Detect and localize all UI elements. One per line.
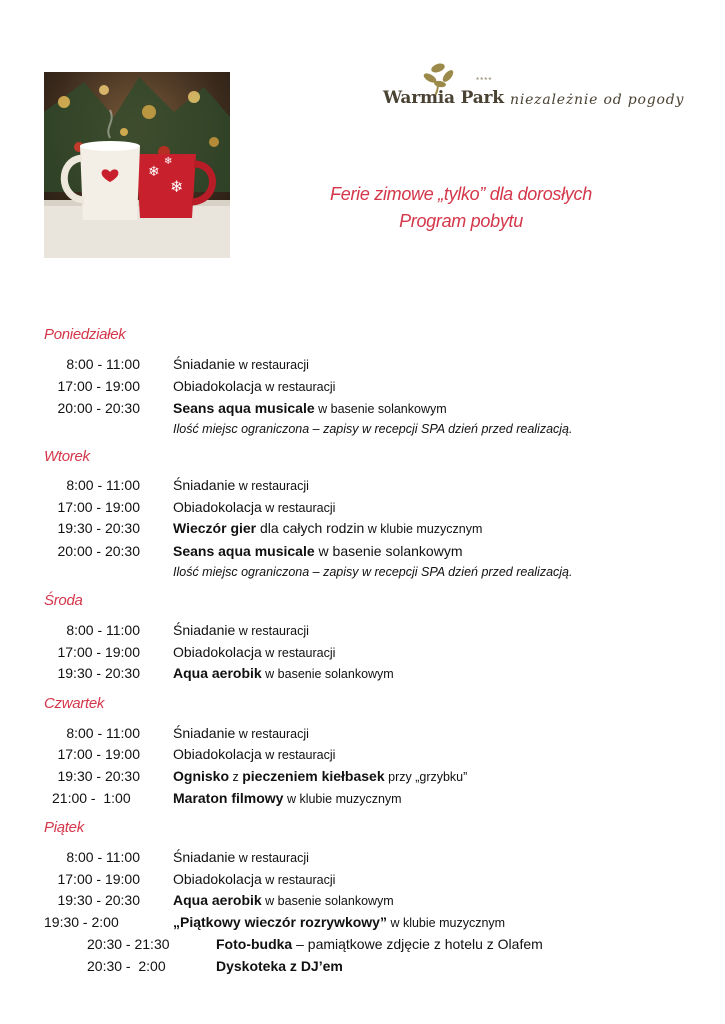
event: Śniadanie w restauracji xyxy=(173,849,309,865)
event: „Piątkowy wieczór rozrywkowy” w klubie muzycznym xyxy=(173,914,506,930)
booking-note: Ilość miejsc ograniczona – zapisy w recepcji SPA dzień przed realizacją. xyxy=(173,422,573,436)
time: 20:30 - 21:30 xyxy=(87,936,170,952)
event: Obiadokolacja w restauracji xyxy=(173,499,336,515)
warmia-park-logo xyxy=(380,58,705,120)
time: 8:00 - 11:00 xyxy=(66,849,140,865)
time: 19:30 - 20:30 xyxy=(57,520,140,536)
event: Maraton filmowy w klubie muzycznym xyxy=(173,790,402,806)
mugs-illustration xyxy=(44,72,230,258)
event: Seans aqua musicale w basenie solankowym xyxy=(173,543,463,559)
time: 21:00 - 1:00 xyxy=(52,790,131,806)
time: 8:00 - 11:00 xyxy=(66,356,140,372)
logo-tagline: niezależnie od pogody xyxy=(510,92,685,108)
event: Ognisko z pieczeniem kiełbasek przy „grzybku” xyxy=(173,768,468,784)
time: 8:00 - 11:00 xyxy=(66,622,140,638)
day-heading-monday: Poniedziałek xyxy=(44,326,126,343)
event: Śniadanie w restauracji xyxy=(173,725,309,741)
booking-note: Ilość miejsc ograniczona – zapisy w recepcji SPA dzień przed realizacją. xyxy=(173,565,573,579)
time: 17:00 - 19:00 xyxy=(57,378,140,394)
event: Obiadokolacja w restauracji xyxy=(173,378,336,394)
time: 17:00 - 19:00 xyxy=(57,644,140,660)
svg-text:❄: ❄ xyxy=(148,164,160,180)
event: Dyskoteka z DJ’em xyxy=(216,958,343,974)
header-photo-mugs xyxy=(44,72,230,258)
event: Seans aqua musicale w basenie solankowym xyxy=(173,400,447,416)
time: 19:30 - 20:30 xyxy=(57,892,140,908)
time: 20:00 - 20:30 xyxy=(57,400,140,416)
time: 20:30 - 2:00 xyxy=(87,958,166,974)
logo-stars: **** xyxy=(476,76,493,85)
page-subtitle: Program pobytu xyxy=(399,211,523,231)
time: 19:30 - 20:30 xyxy=(57,768,140,784)
logo-brand: Warmia Park xyxy=(383,88,504,108)
time: 17:00 - 19:00 xyxy=(57,499,140,515)
svg-text:❄: ❄ xyxy=(164,156,173,167)
time: 20:00 - 20:30 xyxy=(57,543,140,559)
time: 17:00 - 19:00 xyxy=(57,746,140,762)
event: Obiadokolacja w restauracji xyxy=(173,871,336,887)
day-heading-friday: Piątek xyxy=(44,819,84,836)
event: Obiadokolacja w restauracji xyxy=(173,746,336,762)
event: Wieczór gier dla całych rodzin w klubie muzycznym xyxy=(173,520,483,536)
page-title: Ferie zimowe „tylko” dla dorosłych xyxy=(330,184,592,204)
time: 19:30 - 20:30 xyxy=(57,665,140,681)
event: Śniadanie w restauracji xyxy=(173,356,309,372)
event: Śniadanie w restauracji xyxy=(173,622,309,638)
event: Aqua aerobik w basenie solankowym xyxy=(173,665,394,681)
day-heading-tuesday: Wtorek xyxy=(44,448,90,465)
day-heading-thursday: Czwartek xyxy=(44,695,105,712)
event: Foto-budka – pamiątkowe zdjęcie z hotelu z Olafem xyxy=(216,936,543,952)
time: 8:00 - 11:00 xyxy=(66,725,140,741)
event: Aqua aerobik w basenie solankowym xyxy=(173,892,394,908)
time: 19:30 - 2:00 xyxy=(44,914,119,930)
time: 17:00 - 19:00 xyxy=(57,871,140,887)
day-heading-wednesday: Środa xyxy=(44,592,83,609)
event: Obiadokolacja w restauracji xyxy=(173,644,336,660)
svg-text:❄: ❄ xyxy=(170,177,184,196)
time: 8:00 - 11:00 xyxy=(66,477,140,493)
event: Śniadanie w restauracji xyxy=(173,477,309,493)
